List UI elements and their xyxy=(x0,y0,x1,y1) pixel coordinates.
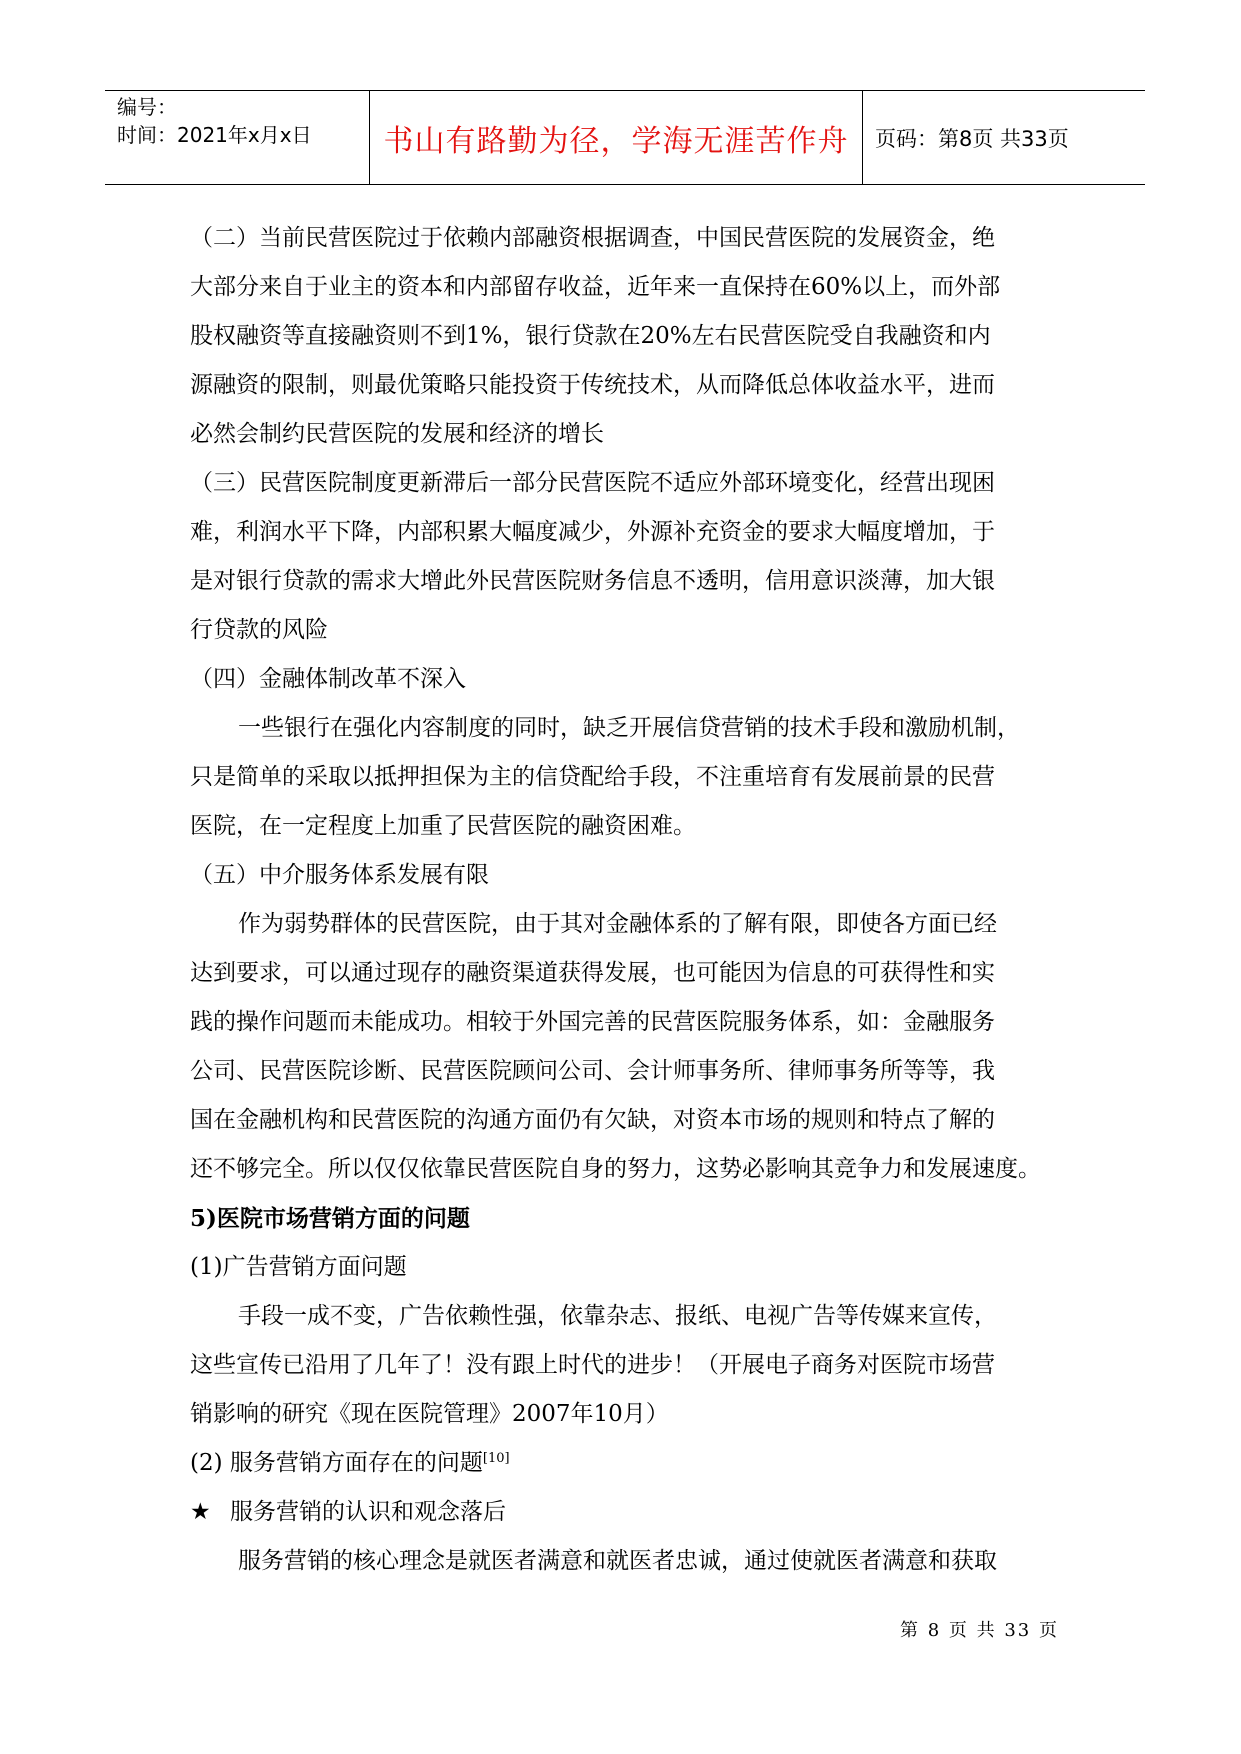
page-header xyxy=(105,90,1145,185)
paragraph-line: 公司、民营医院诊断、民营医院顾问公司、会计师事务所、律师事务所等等，我 xyxy=(190,1058,995,1084)
paragraph-line: 手段一成不变，广告依赖性强，依靠杂志、报纸、电视广告等传媒来宣传， xyxy=(238,1303,997,1329)
header-meta xyxy=(117,91,362,186)
star-icon: ★ xyxy=(190,1499,211,1525)
document-body xyxy=(190,214,1060,1586)
paragraph-line: 践的操作问题而未能成功。相较于外国完善的民营医院服务体系，如：金融服务 xyxy=(190,1009,995,1035)
subsection-heading-text: (2) 服务营销方面存在的问题 xyxy=(190,1450,483,1476)
section-heading: 5)医院市场营销方面的问题 xyxy=(190,1205,470,1232)
citation-reference: [10] xyxy=(482,1451,510,1466)
header-motto: 书山有路勤为径，学海无涯苦作舟 xyxy=(383,123,849,159)
paragraph-line: 一些银行在强化内容制度的同时，缺乏开展信贷营销的技术手段和激励机制， xyxy=(238,715,1020,741)
bullet-item-text: 服务营销的认识和观念落后 xyxy=(230,1499,506,1525)
paragraph-line: 行贷款的风险 xyxy=(190,617,328,643)
subsection-heading: （五）中介服务体系发展有限 xyxy=(190,862,489,888)
paragraph-line: 医院，在一定程度上加重了民营医院的融资困难。 xyxy=(190,813,696,839)
paragraph-line: 大部分来自于业主的资本和内部留存收益，近年来一直保持在60%以上，而外部 xyxy=(190,274,1001,300)
paragraph-line: 必然会制约民营医院的发展和经济的增长 xyxy=(190,421,604,447)
document-number-label: 编号： xyxy=(117,95,177,119)
paragraph-line: 源融资的限制，则最优策略只能投资于传统技术，从而降低总体收益水平，进而 xyxy=(190,372,995,398)
paragraph-line: 达到要求，可以通过现存的融资渠道获得发展，也可能因为信息的可获得性和实 xyxy=(190,960,995,986)
paragraph-line: 国在金融机构和民营医院的沟通方面仍有欠缺，对资本市场的规则和特点了解的 xyxy=(190,1107,995,1133)
paragraph-line: 服务营销的核心理念是就医者满意和就医者忠诚，通过使就医者满意和获取 xyxy=(238,1548,997,1574)
subsection-heading: （四）金融体制改革不深入 xyxy=(190,666,466,692)
header-page-cell xyxy=(875,91,1145,184)
paragraph-line: 只是简单的采取以抵押担保为主的信贷配给手段，不注重培育有发展前景的民营 xyxy=(190,764,995,790)
paragraph-line: 销影响的研究《现在医院管理》2007年10月） xyxy=(190,1401,669,1427)
paragraph-line: 难，利润水平下降，内部积累大幅度减少，外源补充资金的要求大幅度增加，于 xyxy=(190,519,995,545)
paragraph-line: 是对银行贷款的需求大增此外民营医院财务信息不透明，信用意识淡薄，加大银 xyxy=(190,568,995,594)
subsection-heading xyxy=(190,1439,1060,1488)
paragraph-line: （三）民营医院制度更新滞后一部分民营医院不适应外部环境变化，经营出现困 xyxy=(190,470,995,496)
document-time-label: 时间：2021年x月x日 xyxy=(117,123,312,147)
paragraph-line: 作为弱势群体的民营医院，由于其对金融体系的了解有限，即使各方面已经 xyxy=(238,911,997,937)
paragraph-line: 股权融资等直接融资则不到1%，银行贷款在20%左右民营医院受自我融资和内 xyxy=(190,323,991,349)
subsection-heading: (1)广告营销方面问题 xyxy=(190,1254,407,1280)
header-page-label: 页码：第8页 共33页 xyxy=(875,126,1069,151)
header-motto-cell xyxy=(369,91,863,184)
bullet-item xyxy=(190,1488,1060,1537)
paragraph-line: （二）当前民营医院过于依赖内部融资根据调查，中国民营医院的发展资金，绝 xyxy=(190,225,995,251)
paragraph-line: 这些宣传已沿用了几年了！没有跟上时代的进步！（开展电子商务对医院市场营 xyxy=(190,1352,995,1378)
paragraph-line: 还不够完全。所以仅仅依靠民营医院自身的努力，这势必影响其竞争力和发展速度。 xyxy=(190,1156,1041,1182)
page-footer: 第 8 页 共 33 页 xyxy=(900,1620,1059,1641)
